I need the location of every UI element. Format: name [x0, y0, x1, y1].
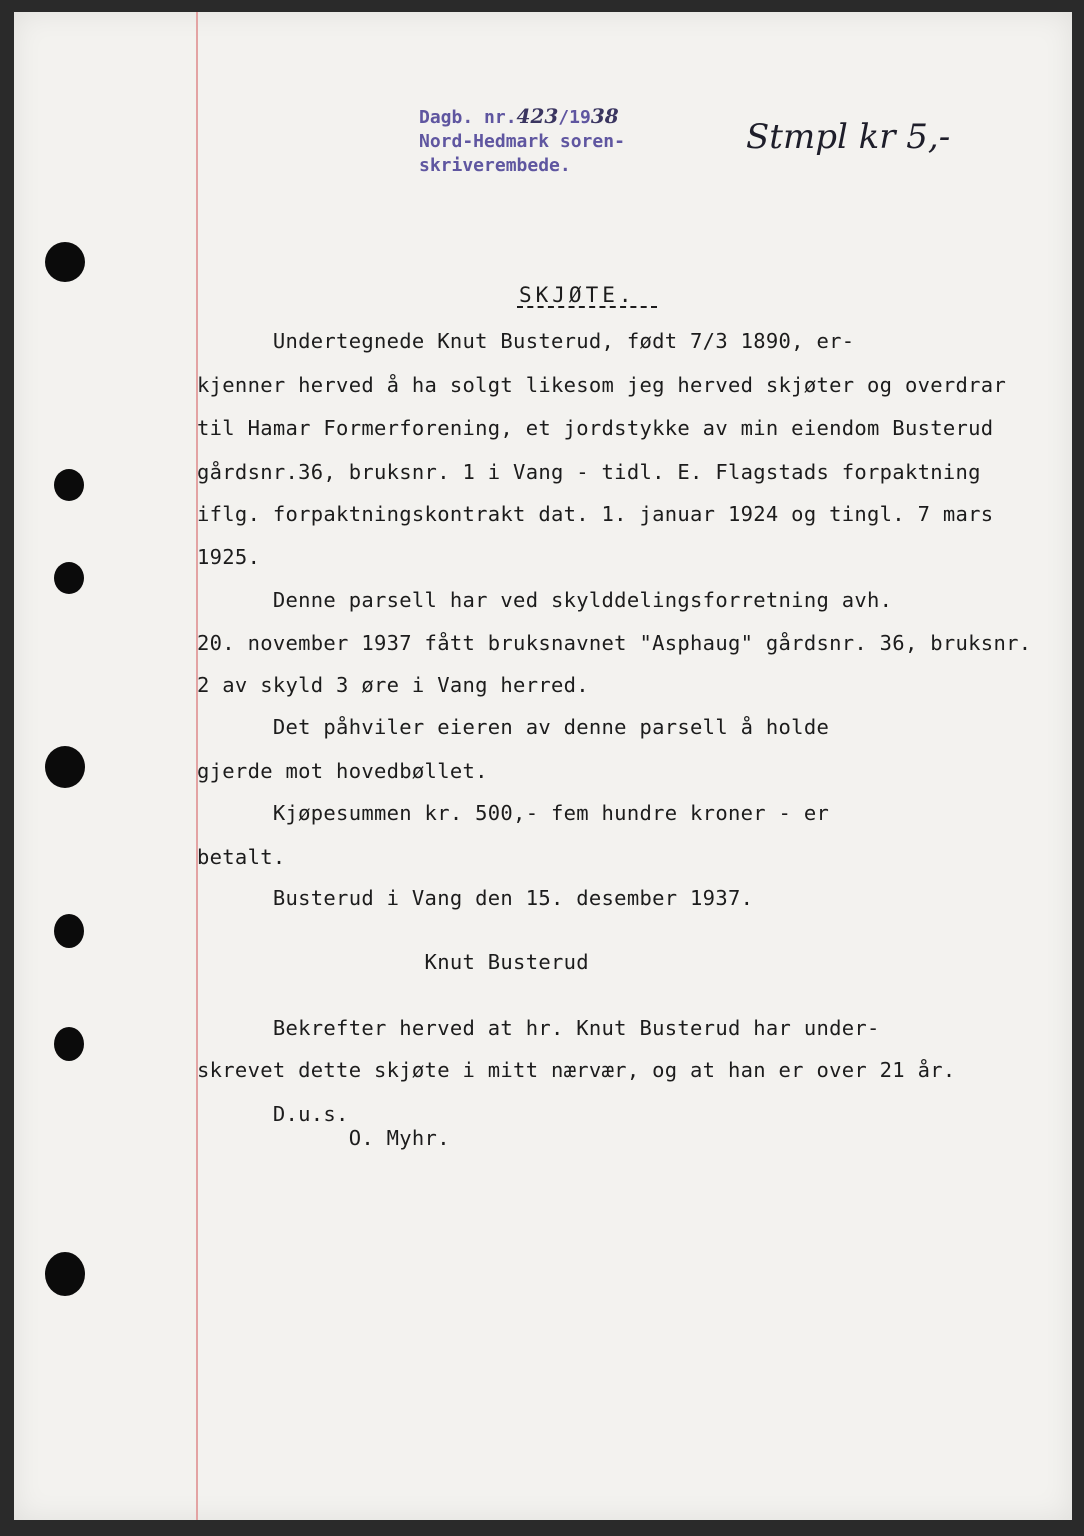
text-line: iflg. forpaktningskontrakt dat. 1. januar 1924 og tingl. 7 mars — [197, 502, 994, 526]
text-line: D.u.s. — [197, 1102, 349, 1126]
stamp-line-2: Nord-Hedmark soren- — [419, 131, 625, 152]
text-line: Busterud i Vang den 15. desember 1937. — [197, 886, 754, 910]
text-line: Denne parsell har ved skylddelingsforretning avh. — [197, 588, 893, 612]
stamp-number: 423 — [516, 104, 559, 128]
text-line: Det påhviler eieren av denne parsell å holde — [197, 715, 830, 739]
text-line: gårdsnr.36, bruksnr. 1 i Vang - tidl. E. Flagstads forpaktning — [197, 460, 981, 484]
text-line: betalt. — [197, 845, 286, 869]
punch-hole — [54, 469, 84, 501]
text-line: 1925. — [197, 545, 261, 569]
punch-hole — [54, 562, 84, 594]
text-line: Knut Busterud — [197, 950, 589, 974]
document-title: SKJØTE. — [519, 283, 636, 307]
punch-hole — [54, 914, 84, 948]
text-line: Kjøpesummen kr. 500,- fem hundre kroner - er — [197, 801, 830, 825]
stamp-line-1 — [419, 104, 625, 130]
stamp-year-suffix: 38 — [590, 104, 619, 128]
document-page — [14, 12, 1072, 1520]
registry-stamp — [419, 104, 625, 178]
punch-hole — [54, 1027, 84, 1061]
stamp-prefix: Dagb. nr. — [419, 107, 517, 128]
text-line: 2 av skyld 3 øre i Vang herred. — [197, 673, 589, 697]
text-line: Bekrefter herved at hr. Knut Busterud har under- — [197, 1016, 880, 1040]
text-line: gjerde mot hovedbøllet. — [197, 759, 488, 783]
punch-hole — [45, 242, 85, 282]
title-underline — [517, 306, 657, 308]
stamp-year-prefix: /19 — [558, 107, 591, 128]
text-line: O. Myhr. — [197, 1126, 450, 1150]
punch-hole — [45, 746, 85, 788]
text-line: 20. november 1937 fått bruksnavnet "Asphaug" gårdsnr. 36, bruksnr. — [197, 631, 1032, 655]
text-line: Undertegnede Knut Busterud, født 7/3 1890, er- — [197, 329, 855, 353]
handwritten-fee-note: Stmpl kr 5,- — [746, 117, 951, 157]
stamp-line-3: skriverembede. — [419, 155, 571, 176]
punch-hole — [45, 1252, 85, 1296]
text-line: til Hamar Formerforening, et jordstykke av min eiendom Busterud — [197, 416, 994, 440]
text-line: skrevet dette skjøte i mitt nærvær, og at han er over 21 år. — [197, 1058, 956, 1082]
text-line: kjenner herved å ha solgt likesom jeg herved skjøter og overdrar — [197, 373, 1007, 397]
